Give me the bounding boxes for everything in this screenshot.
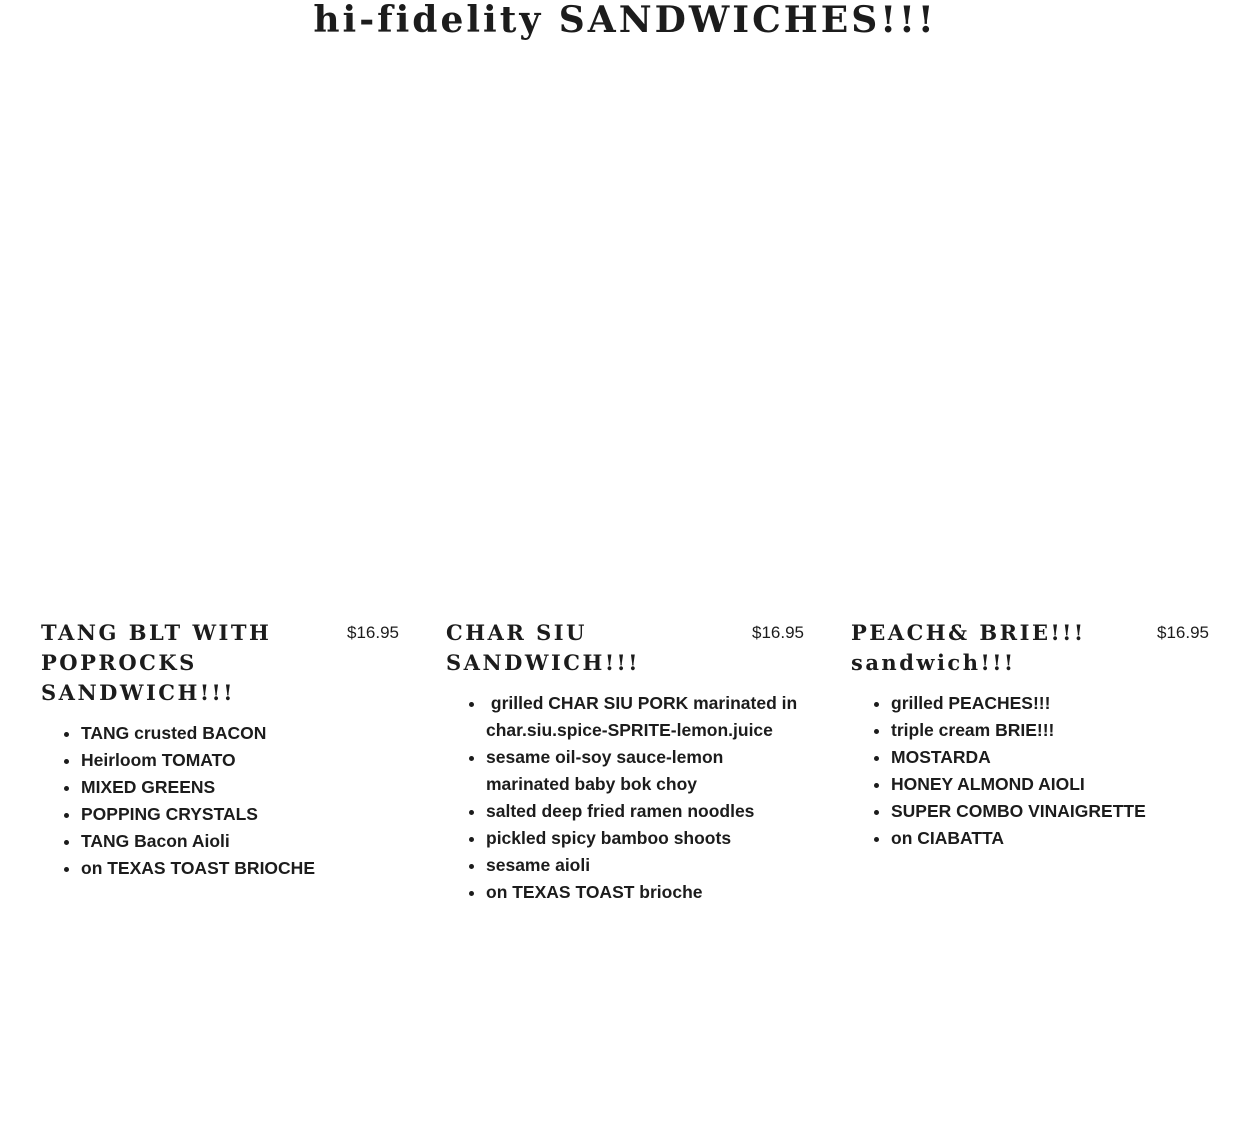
page-title: hi-fidelity SANDWICHES!!! bbox=[313, 0, 937, 41]
ingredient: • on TEXAS TOAST BRIOCHE bbox=[81, 855, 399, 882]
menu-item-name: CHAR SIU SANDWICH!!! bbox=[446, 620, 640, 675]
menu-item-price: $16.95 bbox=[347, 623, 399, 642]
ingredient: • MOSTARDA bbox=[891, 744, 1209, 771]
ingredient: • salted deep fried ramen noodles bbox=[486, 798, 804, 825]
ingredient-list bbox=[446, 690, 804, 906]
menu-item-name: TANG BLT WITH POPROCKS SANDWICH!!! bbox=[41, 620, 272, 705]
ingredient: • grilled CHAR SIU PORK marinated in char.siu.spice-SPRITE-lemon.juice bbox=[486, 690, 804, 744]
ingredient: • MIXED GREENS bbox=[81, 774, 399, 801]
ingredient: • HONEY ALMOND AIOLI bbox=[891, 771, 1209, 798]
ingredient: • TANG Bacon Aioli bbox=[81, 828, 399, 855]
ingredient-list bbox=[41, 720, 399, 882]
ingredient: • pickled spicy bamboo shoots bbox=[486, 825, 804, 852]
ingredient: • TANG crusted BACON bbox=[81, 720, 399, 747]
ingredient: • triple cream BRIE!!! bbox=[891, 717, 1209, 744]
ingredient-list bbox=[851, 690, 1209, 852]
menu-item-header bbox=[41, 618, 399, 708]
menu-item-peach-brie bbox=[851, 618, 1209, 906]
menu-item-name: PEACH& BRIE!!! sandwich!!! bbox=[851, 620, 1086, 675]
menu-grid bbox=[41, 618, 1209, 906]
ingredient: • on CIABATTA bbox=[891, 825, 1209, 852]
ingredient: • Heirloom TOMATO bbox=[81, 747, 399, 774]
ingredient: • on TEXAS TOAST brioche bbox=[486, 879, 804, 906]
menu-item-price: $16.95 bbox=[1157, 623, 1209, 642]
ingredient: • SUPER COMBO VINAIGRETTE bbox=[891, 798, 1209, 825]
menu-item-header bbox=[446, 618, 804, 678]
menu-item-char-siu bbox=[446, 618, 804, 906]
ingredient: • sesame oil-soy sauce-lemon marinated baby bok choy bbox=[486, 744, 804, 798]
menu-item-header bbox=[851, 618, 1209, 678]
ingredient: • grilled PEACHES!!! bbox=[891, 690, 1209, 717]
ingredient: • sesame aioli bbox=[486, 852, 804, 879]
ingredient: • POPPING CRYSTALS bbox=[81, 801, 399, 828]
menu-item-tang-blt bbox=[41, 618, 399, 906]
menu-item-price: $16.95 bbox=[752, 623, 804, 642]
